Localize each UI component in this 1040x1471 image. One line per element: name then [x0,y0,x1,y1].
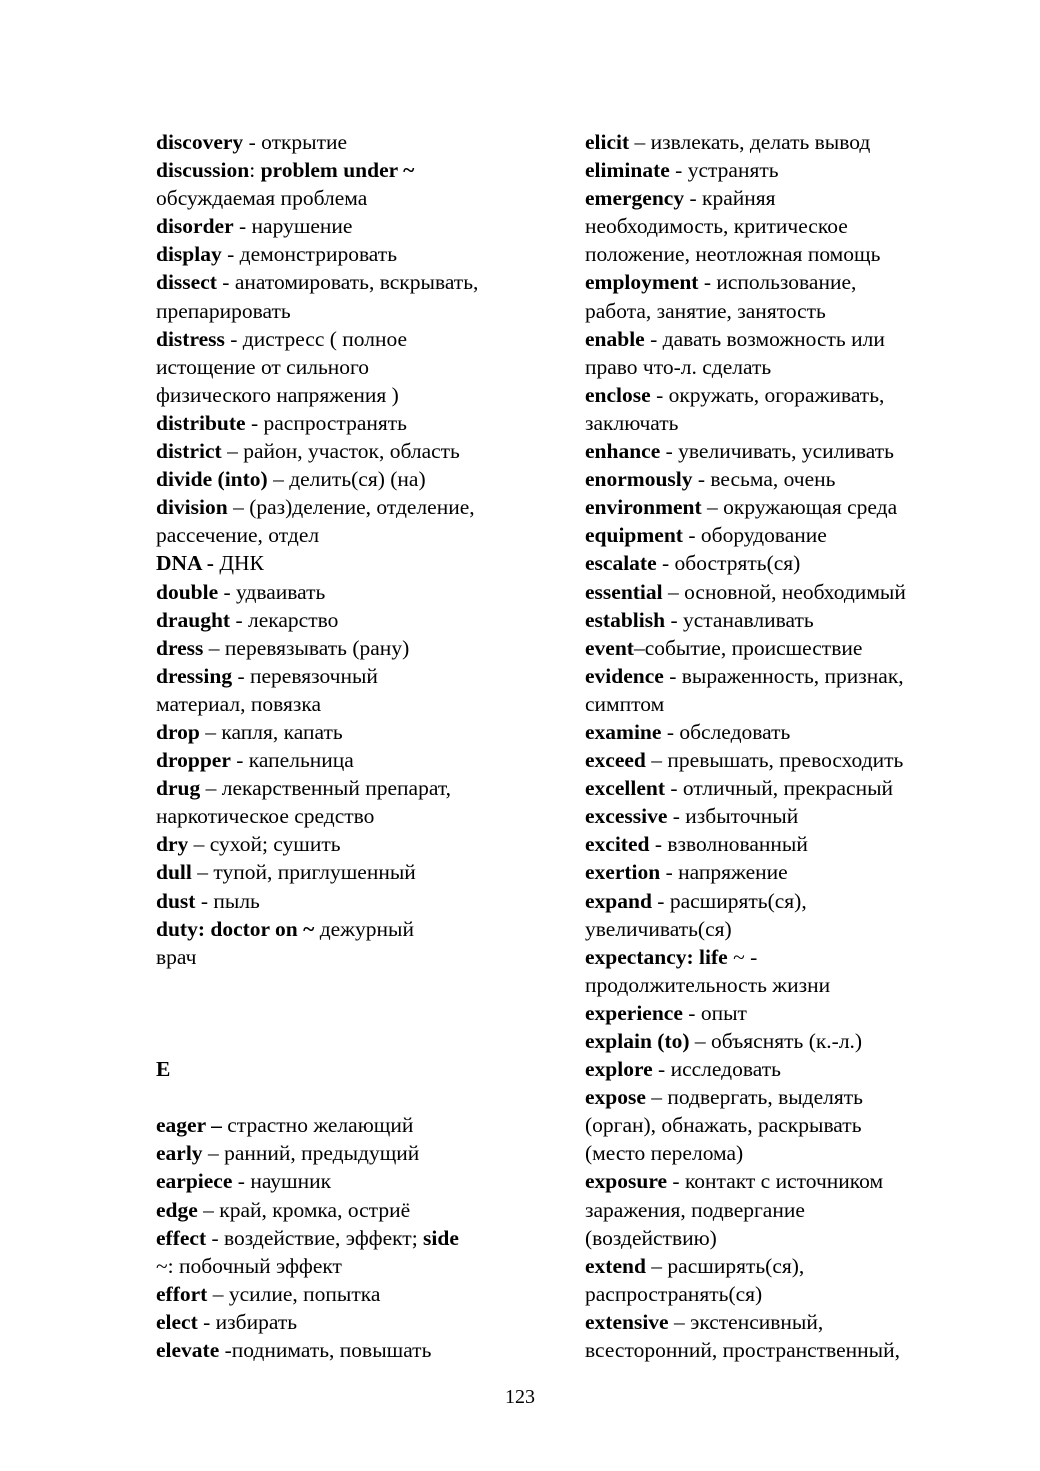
entry-line [585,802,1005,830]
headword: evidence [585,663,664,688]
entry-line [156,690,556,718]
headword: double [156,579,219,604]
headword: discussion [156,158,250,183]
definition-text: - лекарство [230,607,339,632]
headword: enormously [585,467,693,492]
entry-line [585,297,1005,325]
headword: enhance [585,439,661,464]
entry-line [585,690,1005,718]
entry-line [585,606,1005,634]
blank-line [156,971,556,999]
entry-line [585,999,1005,1027]
definition-text: – расширять(ся), [645,1253,805,1278]
entry-line [585,240,1005,268]
headword: draught [156,607,231,632]
headword: disorder [156,214,234,239]
entry-line [585,662,1005,690]
headword: dry [156,832,189,857]
entry-line [156,718,556,746]
headword: extend [585,1253,646,1278]
headword: exposure [585,1169,668,1194]
definition-text: обсуждаемая проблема [156,186,368,211]
entry-line [156,1336,556,1364]
entry-line [585,943,1005,971]
definition-text: всесторонний, пространственный, [585,1338,900,1363]
entry-line [585,915,1005,943]
definition-text: – капля, капать [199,719,343,744]
entry-line [156,184,556,212]
definition-text: наркотическое средство [156,804,375,829]
entry-line [156,1111,556,1139]
definition-text: – тупой, приглушенный [191,860,416,885]
definition-text: - контакт с источником [667,1169,884,1194]
definition-text: - увеличивать, усиливать [660,439,894,464]
headword: display [156,242,222,267]
entry-line [585,409,1005,437]
definition-text: – объяснять (к.-л.) [689,1029,863,1053]
headword: distress [156,326,225,351]
definition-text: симптом [585,691,665,716]
definition-text: – (раз)деление, отделение, [227,495,475,520]
headword: distribute [156,410,246,435]
headword: establish [585,607,666,632]
entry-line [585,1139,1005,1167]
entry-line [156,353,556,381]
definition-text: врач [156,944,197,969]
definition-text: заключать [585,410,679,435]
headword: DNA - [156,551,220,576]
definition-text: – экстенсивный, [668,1309,824,1334]
entry-line [156,1252,556,1280]
entry-line [585,1336,1005,1364]
definition-text: : [249,158,261,183]
entry-line [156,830,556,858]
headword: employment [585,270,699,295]
headword: drop [156,719,200,744]
definition-text: – ранний, предыдущий [202,1141,420,1166]
headword: experience [585,1000,683,1025]
entry-line [156,774,556,802]
headword: dull [156,860,192,885]
headword: excellent [585,776,665,801]
entry-line [585,184,1005,212]
definition-text: материал, повязка [156,691,322,716]
entry-line [156,1055,556,1083]
definition-text: - устанавливать [665,607,814,632]
entry-line [585,437,1005,465]
definition-text: - демонстрировать [221,242,397,267]
definition-text: - расширять(ся), [651,888,807,913]
entry-line [156,858,556,886]
definition-text: дежурный [314,916,414,941]
headword: extensive [585,1309,669,1334]
entry-line [156,156,556,184]
headword: essential [585,579,663,604]
definition-text: увеличивать(ся) [585,916,732,941]
blank-line [156,1083,556,1111]
entry-line [585,746,1005,774]
entry-line [585,465,1005,493]
headword: expose [585,1085,646,1110]
right-column [585,128,1005,1364]
headword: expand [585,888,652,913]
definition-text: - пыль [195,888,260,913]
entry-line [156,409,556,437]
definition-text: - дистресс ( полное [224,326,408,351]
entry-line [585,549,1005,577]
entry-line [585,1027,1005,1055]
headword: E [156,1057,171,1082]
definition-text: - наушник [232,1169,332,1194]
definition-text: – район, участок, область [221,439,460,464]
headword: event [585,635,634,660]
definition-text: - крайняя [684,186,776,211]
entry-line [585,1224,1005,1252]
definition-text: -поднимать, повышать [219,1338,432,1363]
entry-line [156,943,556,971]
headword: excited [585,832,650,857]
entry-line [585,578,1005,606]
definition-text: - избирать [197,1309,298,1334]
headword: eager – [156,1113,222,1138]
definition-text: (место перелома) [585,1141,744,1166]
headword: excessive [585,804,668,829]
definition-text: необходимость, критическое [585,214,848,239]
entry-line [156,128,556,156]
entry-line [156,465,556,493]
definition-text: истощение от сильного [156,354,370,379]
headword: dust [156,888,196,913]
entry-line [585,381,1005,409]
definition-text: ~: побочный эффект [156,1253,342,1278]
headword: elicit [585,130,630,154]
definition-text: - окружать, огораживать, [650,382,885,407]
entry-line [585,1308,1005,1336]
definition-text: ~ - [727,944,758,969]
headword: enclose [585,382,651,407]
definition-text: рассечение, отдел [156,523,320,548]
definition-text: ДНК [219,551,264,576]
entry-line [156,493,556,521]
definition-text: - открытие [243,130,348,154]
entry-line [156,1196,556,1224]
definition-text: заражения, подвергание [585,1197,805,1222]
definition-text: - взволнованный [649,832,808,857]
headword: duty: doctor on ~ [156,916,315,941]
headword: explore [585,1057,653,1082]
definition-text: – делить(ся) (на) [267,467,426,492]
blank-line [156,999,556,1027]
entry-line [156,212,556,240]
headword: edge [156,1197,198,1222]
headword: enable [585,326,645,351]
entry-line [585,858,1005,886]
entry-line [156,887,556,915]
entry-line [156,325,556,353]
entry-line [585,353,1005,381]
definition-text: - отличный, прекрасный [665,776,894,801]
entry-line [156,1139,556,1167]
definition-text: – подвергать, выделять [645,1085,863,1110]
entry-line [156,1167,556,1195]
definition-text: - напряжение [660,860,788,885]
entry-line [156,802,556,830]
headword: expectancy: life [585,944,728,969]
entry-line [585,830,1005,858]
definition-text: – усилие, попытка [207,1281,381,1306]
headword: effect [156,1225,207,1250]
entry-line [156,268,556,296]
definition-text: (орган), обнажать, раскрывать [585,1113,862,1138]
entry-line [156,662,556,690]
definition-text: –событие, происшествие [633,635,863,660]
definition-text: - воздействие, эффект; [206,1225,424,1250]
headword: equipment [585,523,683,548]
entry-line [156,521,556,549]
entry-line [585,128,1005,156]
definition-text: (воздействию) [585,1225,717,1250]
entry-line [156,1224,556,1252]
left-column [156,128,556,1364]
definition-text: - капельница [230,748,354,773]
headword: examine [585,719,662,744]
entry-line [156,634,556,662]
entry-line [585,212,1005,240]
definition-text: - устранять [669,158,779,183]
entry-line [156,1308,556,1336]
headword: effort [156,1281,208,1306]
headword: early [156,1141,203,1166]
definition-text: – превышать, превосходить [645,748,904,773]
entry-line [585,1083,1005,1111]
definition-text: – сухой; сушить [188,832,341,857]
definition-text: – край, кромка, остриё [197,1197,411,1222]
headword: eliminate [585,158,670,183]
definition-text: препарировать [156,298,291,323]
definition-text: продолжительность жизни [585,972,831,997]
definition-text: – лекарственный препарат, [200,776,451,801]
definition-text: право что-л. сделать [585,354,772,379]
entry-line [585,1111,1005,1139]
definition-text: - оборудование [682,523,827,548]
definition-text: – перевязывать (рану) [203,635,410,660]
entry-line [156,381,556,409]
entry-line [585,268,1005,296]
headword: division [156,495,228,520]
definition-text: - анатомировать, вскрывать, [216,270,479,295]
definition-text: - опыт [682,1000,747,1025]
entry-line [585,1196,1005,1224]
headword: exertion [585,860,661,885]
headword: earpiece [156,1169,233,1194]
headword: side [423,1225,459,1250]
definition-text: - обследовать [661,719,791,744]
headword: explain (to) [585,1029,690,1053]
headword: dissect [156,270,217,295]
entry-line [156,297,556,325]
definition-text: страстно желающий [221,1113,414,1138]
headword: district [156,439,222,464]
entry-line [585,493,1005,521]
definition-text: распространять(ся) [585,1281,763,1306]
entry-line [585,718,1005,746]
headword: discovery [156,130,244,154]
definition-text: – основной, необходимый [662,579,906,604]
headword: divide (into) [156,467,268,492]
headword: dress [156,635,204,660]
entry-line [156,746,556,774]
definition-text: - исследовать [652,1057,781,1082]
definition-text: - избыточный [667,804,799,829]
entry-line [156,1280,556,1308]
definition-text: - удваивать [218,579,326,604]
entry-line [156,578,556,606]
blank-line [156,1027,556,1055]
definition-text: - выраженность, признак, [663,663,904,688]
entry-line [585,887,1005,915]
headword: exceed [585,748,646,773]
definition-text: - обострять(ся) [656,551,801,576]
definition-text: - распространять [245,410,407,435]
headword: emergency [585,186,685,211]
entry-line [156,915,556,943]
definition-text: физического напряжения ) [156,382,399,407]
entry-line [585,521,1005,549]
entry-line [585,1167,1005,1195]
entry-line [156,437,556,465]
headword: escalate [585,551,657,576]
entry-line [585,1280,1005,1308]
definition-text: – извлекать, делать вывод [629,130,871,154]
entry-line [585,634,1005,662]
entry-line [585,1252,1005,1280]
entry-line [585,1055,1005,1083]
entry-line [585,774,1005,802]
entry-line [156,240,556,268]
definition-text: - перевязочный [232,663,378,688]
entry-line [156,549,556,577]
headword: drug [156,776,201,801]
definition-text: - весьма, очень [692,467,836,492]
entry-line [585,971,1005,999]
entry-line [585,325,1005,353]
headword: elect [156,1309,198,1334]
definition-text: - использование, [698,270,857,295]
entry-line [585,156,1005,184]
definition-text: - нарушение [233,214,353,239]
definition-text: – окружающая среда [701,495,898,520]
entry-line [156,606,556,634]
headword: environment [585,495,702,520]
page-number: 123 [505,1386,535,1408]
definition-text: работа, занятие, занятость [585,298,826,323]
headword: dressing [156,663,233,688]
headword: problem under ~ [260,158,415,183]
definition-text: положение, неотложная помощь [585,242,881,267]
headword: elevate [156,1338,220,1363]
definition-text: - давать возможность или [644,326,885,351]
headword: dropper [156,748,231,773]
